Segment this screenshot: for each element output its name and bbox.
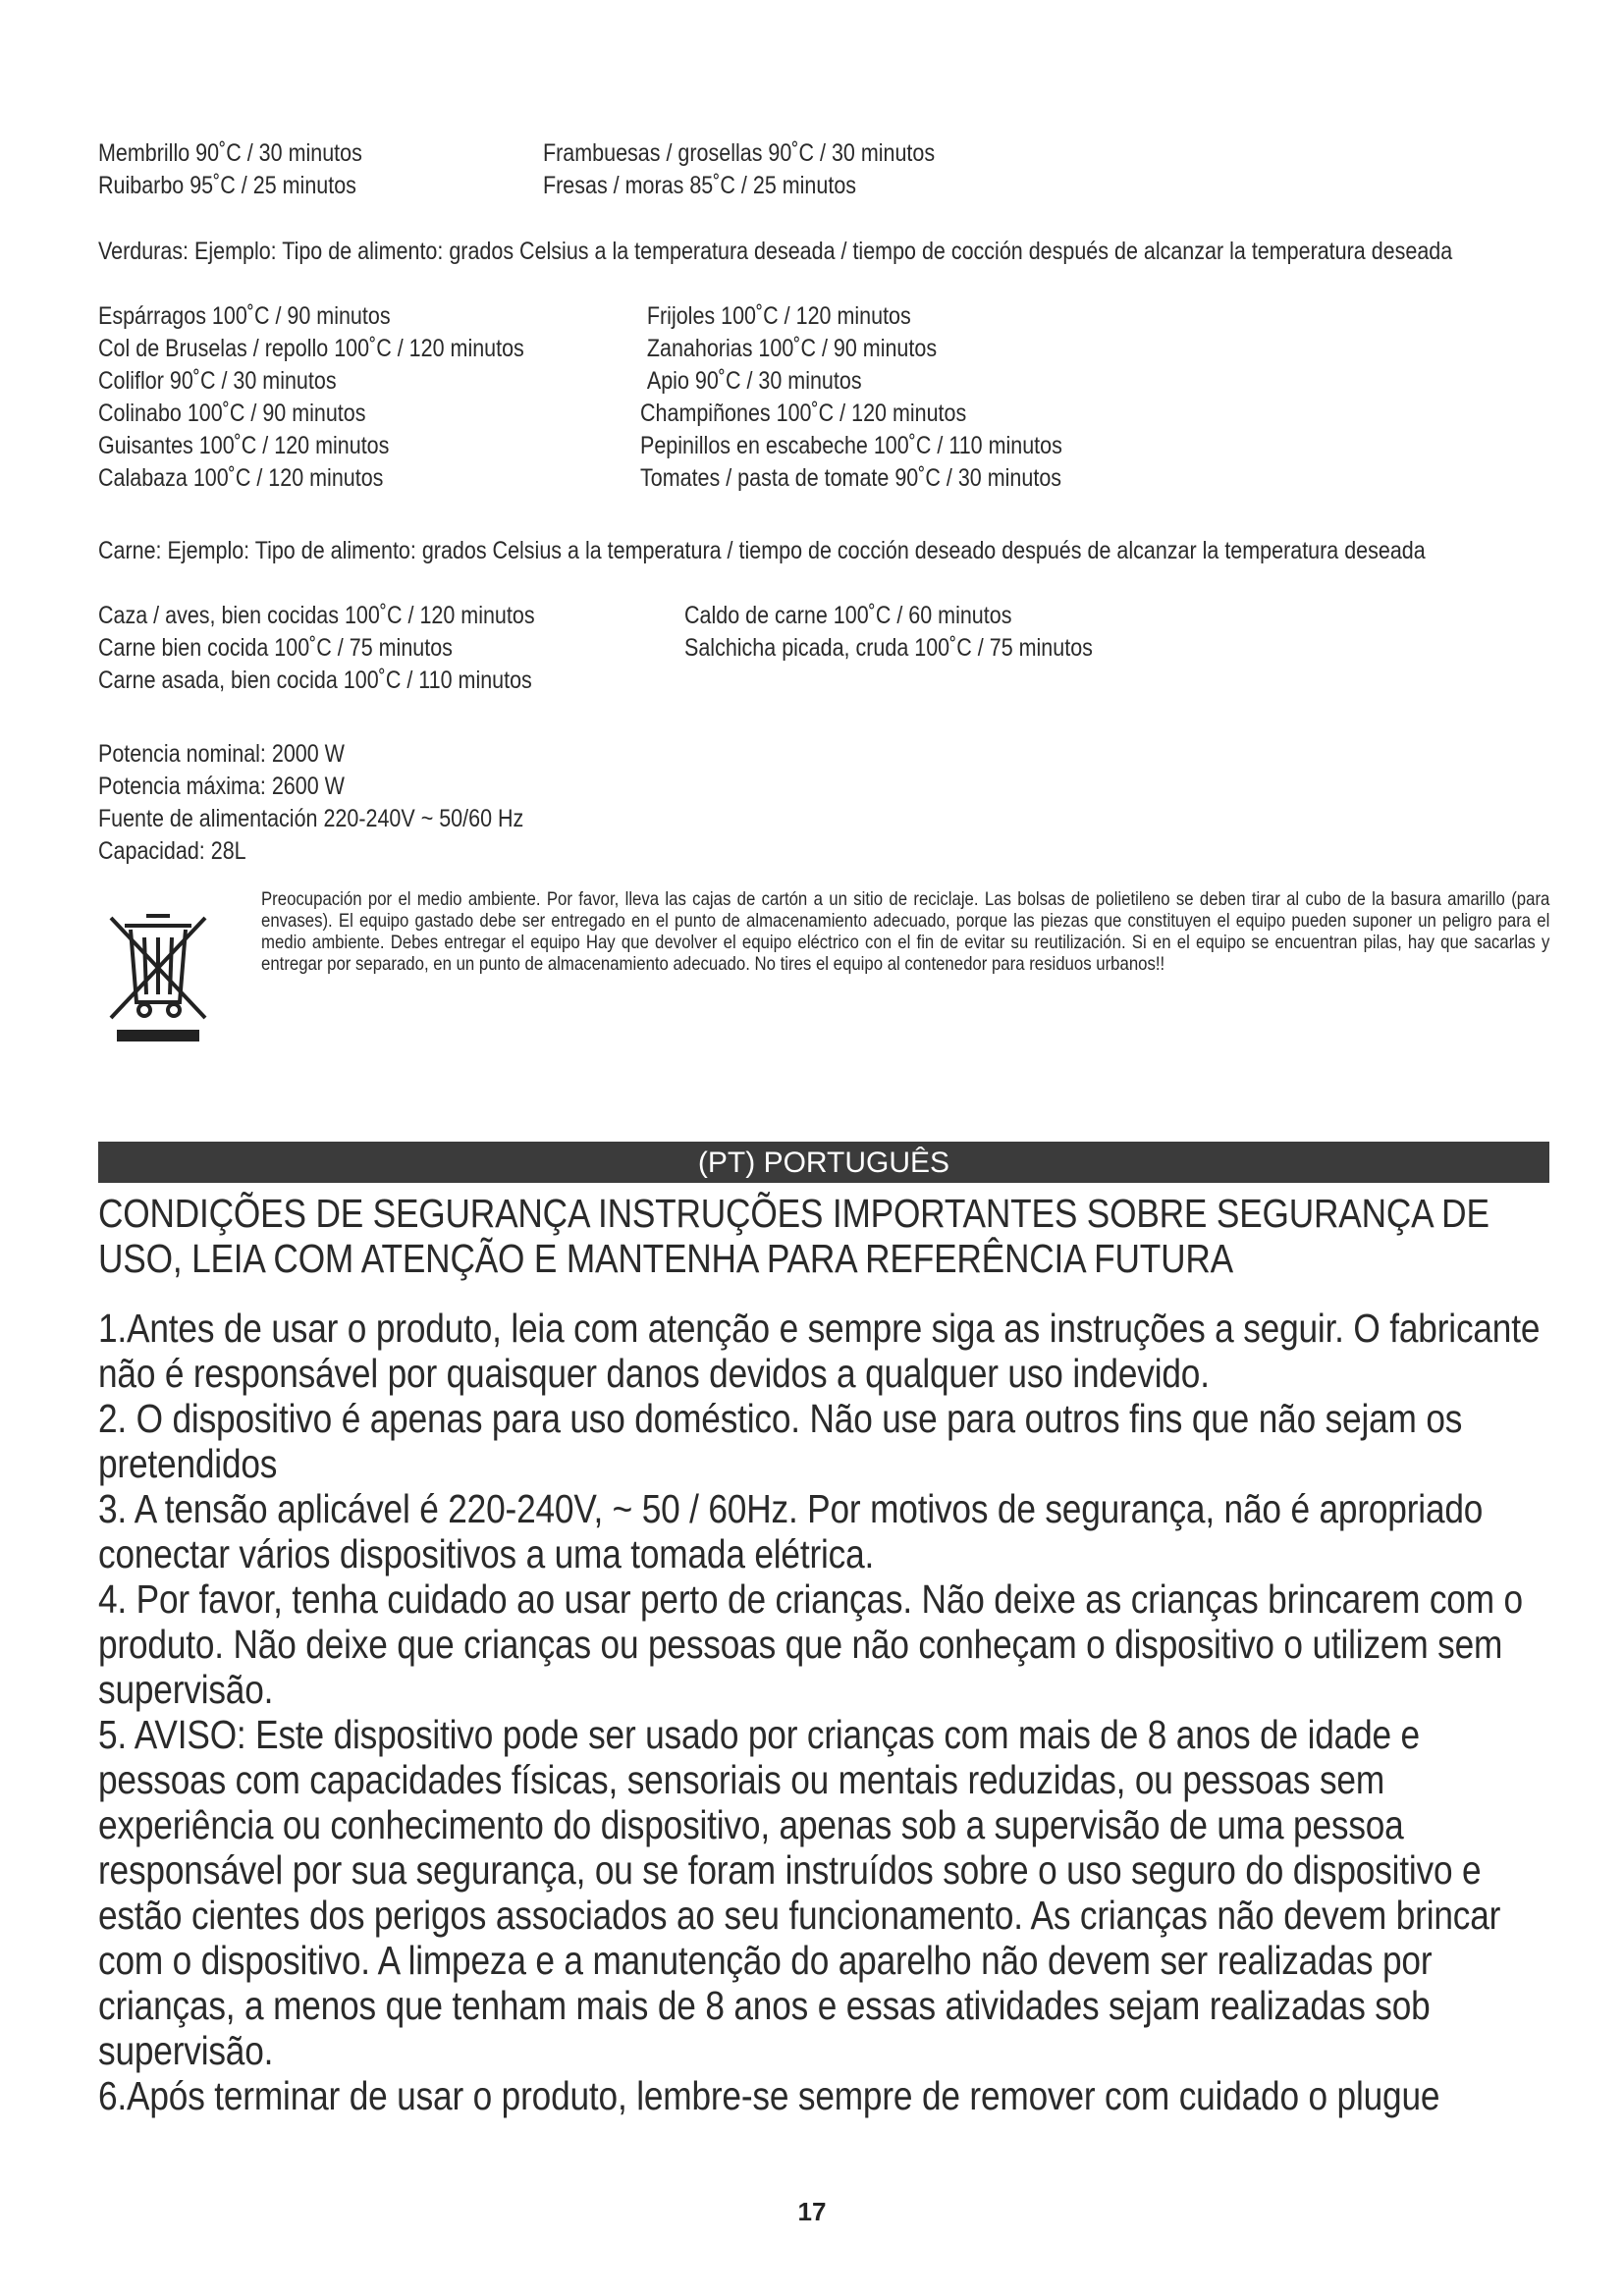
list-item: Champiñones 100˚C / 120 minutos	[640, 400, 967, 427]
list-item: Frambuesas / grosellas 90˚C / 30 minutos	[543, 139, 936, 167]
list-item: Calabaza 100˚C / 120 minutos	[98, 464, 384, 492]
list-item: Ruibarbo 95˚C / 25 minutos	[98, 172, 356, 199]
weee-bin-icon	[103, 908, 213, 1045]
instruction-item: 4. Por favor, tenha cuidado ao usar perto de crianças. Não deixe as crianças brincarem com o produto. Não deixe que crianças ou pessoas que não conheçam o dispositivo o utilizem sem supervisão.	[98, 1576, 1523, 1712]
list-item: Coliflor 90˚C / 30 minutos	[98, 367, 337, 395]
pt-instructions	[98, 1306, 1551, 2118]
list-item: Fresas / moras 85˚C / 25 minutos	[543, 172, 857, 199]
meat-heading: Carne: Ejemplo: Tipo de alimento: grados Celsius a la temperatura / tiempo de cocción deseado después de alcanzar la temperatura deseada	[98, 537, 1426, 564]
page-number: 17	[797, 2197, 827, 2226]
list-item: Membrillo 90˚C / 30 minutos	[98, 139, 362, 167]
list-item: Colinabo 100˚C / 90 minutos	[98, 400, 366, 427]
specs-list	[98, 738, 523, 868]
list-item: Col de Bruselas / repollo 100˚C / 120 minutos	[98, 335, 524, 362]
instruction-item: 5. AVISO: Este dispositivo pode ser usado por crianças com mais de 8 anos de idade e pessoas com capacidades físicas, sensoriais ou mentais reduzidas, ou pessoas sem experiência ou conhecimento do dispositivo, apenas sob a supervisão de uma pessoa responsável por sua segurança, ou se foram instruídos sobre o uso seguro do dispositivo e estão cientes dos perigos associados ao seu funcionamento. As crianças não devem brincar com o dispositivo. A limpeza e a manutenção do aparelho não devem ser realizadas por crianças, a menos que tenham mais de 8 anos e essas atividades sejam realizadas sob supervisão.	[98, 1712, 1501, 2073]
list-item: Guisantes 100˚C / 120 minutos	[98, 432, 390, 459]
instruction-item: 1.Antes de usar o produto, leia com atenção e sempre siga as instruções a seguir. O fabricante não é responsável por quaisquer danos devidos a qualquer uso indevido.	[98, 1306, 1541, 1396]
instruction-item: 6.Após terminar de usar o produto, lembre-se sempre de remover com cuidado o plugue	[98, 2073, 1440, 2118]
list-item: Caza / aves, bien cocidas 100˚C / 120 minutos	[98, 602, 535, 629]
environment-note: Preocupación por el medio ambiente. Por favor, lleva las cajas de cartón a un sitio de reciclaje. Las bolsas de polietileno se deben tirar al cubo de la basura amarillo (para envases). El equipo gastado debe ser entregado en el punto de almacenamiento adecuado, porque las piezas que constituyen el equipo pueden suponer un peligro para el medio ambiente. Debes entregar el equipo Hay que devolver el equipo eléctrico con el fin de evitar su reutilización. Si en el equipo se encuentran pilas, hay que sacarlas y entregar por separado, en un punto de almacenamiento adecuado. No tires el equipo al contenedor para residuos urbanos!!	[261, 888, 1550, 975]
list-item: Frijoles 100˚C / 120 minutos	[646, 302, 911, 330]
language-banner: (PT) PORTUGUÊS	[98, 1142, 1549, 1183]
list-item: Carne bien cocida 100˚C / 75 minutos	[98, 634, 453, 662]
vegetables-col2	[640, 300, 1062, 495]
list-item: Zanahorias 100˚C / 90 minutos	[646, 335, 938, 362]
meat-col2	[684, 600, 1093, 665]
list-item: Carne asada, bien cocida 100˚C / 110 minutos	[98, 667, 532, 694]
list-item: Pepinillos en escabeche 100˚C / 110 minutos	[640, 432, 1062, 459]
list-item: Tomates / pasta de tomate 90˚C / 30 minutos	[640, 464, 1062, 492]
spec-item: Potencia máxima: 2600 W	[98, 773, 345, 800]
vegetables-heading: Verduras: Ejemplo: Tipo de alimento: grados Celsius a la temperatura deseada / tiempo de cocción después de alcanzar la temperatura deseada	[98, 238, 1453, 265]
fruits-col1	[98, 137, 362, 202]
vegetables-col1	[98, 300, 524, 495]
list-item: Espárragos 100˚C / 90 minutos	[98, 302, 391, 330]
instruction-item: 3. A tensão aplicável é 220-240V, ~ 50 / 60Hz. Por motivos de segurança, não é apropriado conectar vários dispositivos a uma tomada elétrica.	[98, 1486, 1484, 1576]
list-item: Salchicha picada, cruda 100˚C / 75 minutos	[684, 634, 1093, 662]
meat-col1	[98, 600, 535, 697]
spec-item: Capacidad: 28L	[98, 837, 246, 865]
spec-item: Potencia nominal: 2000 W	[98, 740, 345, 768]
list-item: Caldo de carne 100˚C / 60 minutos	[684, 602, 1012, 629]
spec-item: Fuente de alimentación 220-240V ~ 50/60 Hz	[98, 805, 524, 832]
fruits-col2	[543, 137, 935, 202]
pt-title: CONDIÇÕES DE SEGURANÇA INSTRUÇÕES IMPORTANTES SOBRE SEGURANÇA DE USO, LEIA COM ATENÇÃO E MANTENHA PARA REFERÊNCIA FUTURA	[98, 1191, 1489, 1281]
instruction-item: 2. O dispositivo é apenas para uso doméstico. Não use para outros fins que não sejam os pretendidos	[98, 1396, 1463, 1486]
list-item: Apio 90˚C / 30 minutos	[646, 367, 862, 395]
